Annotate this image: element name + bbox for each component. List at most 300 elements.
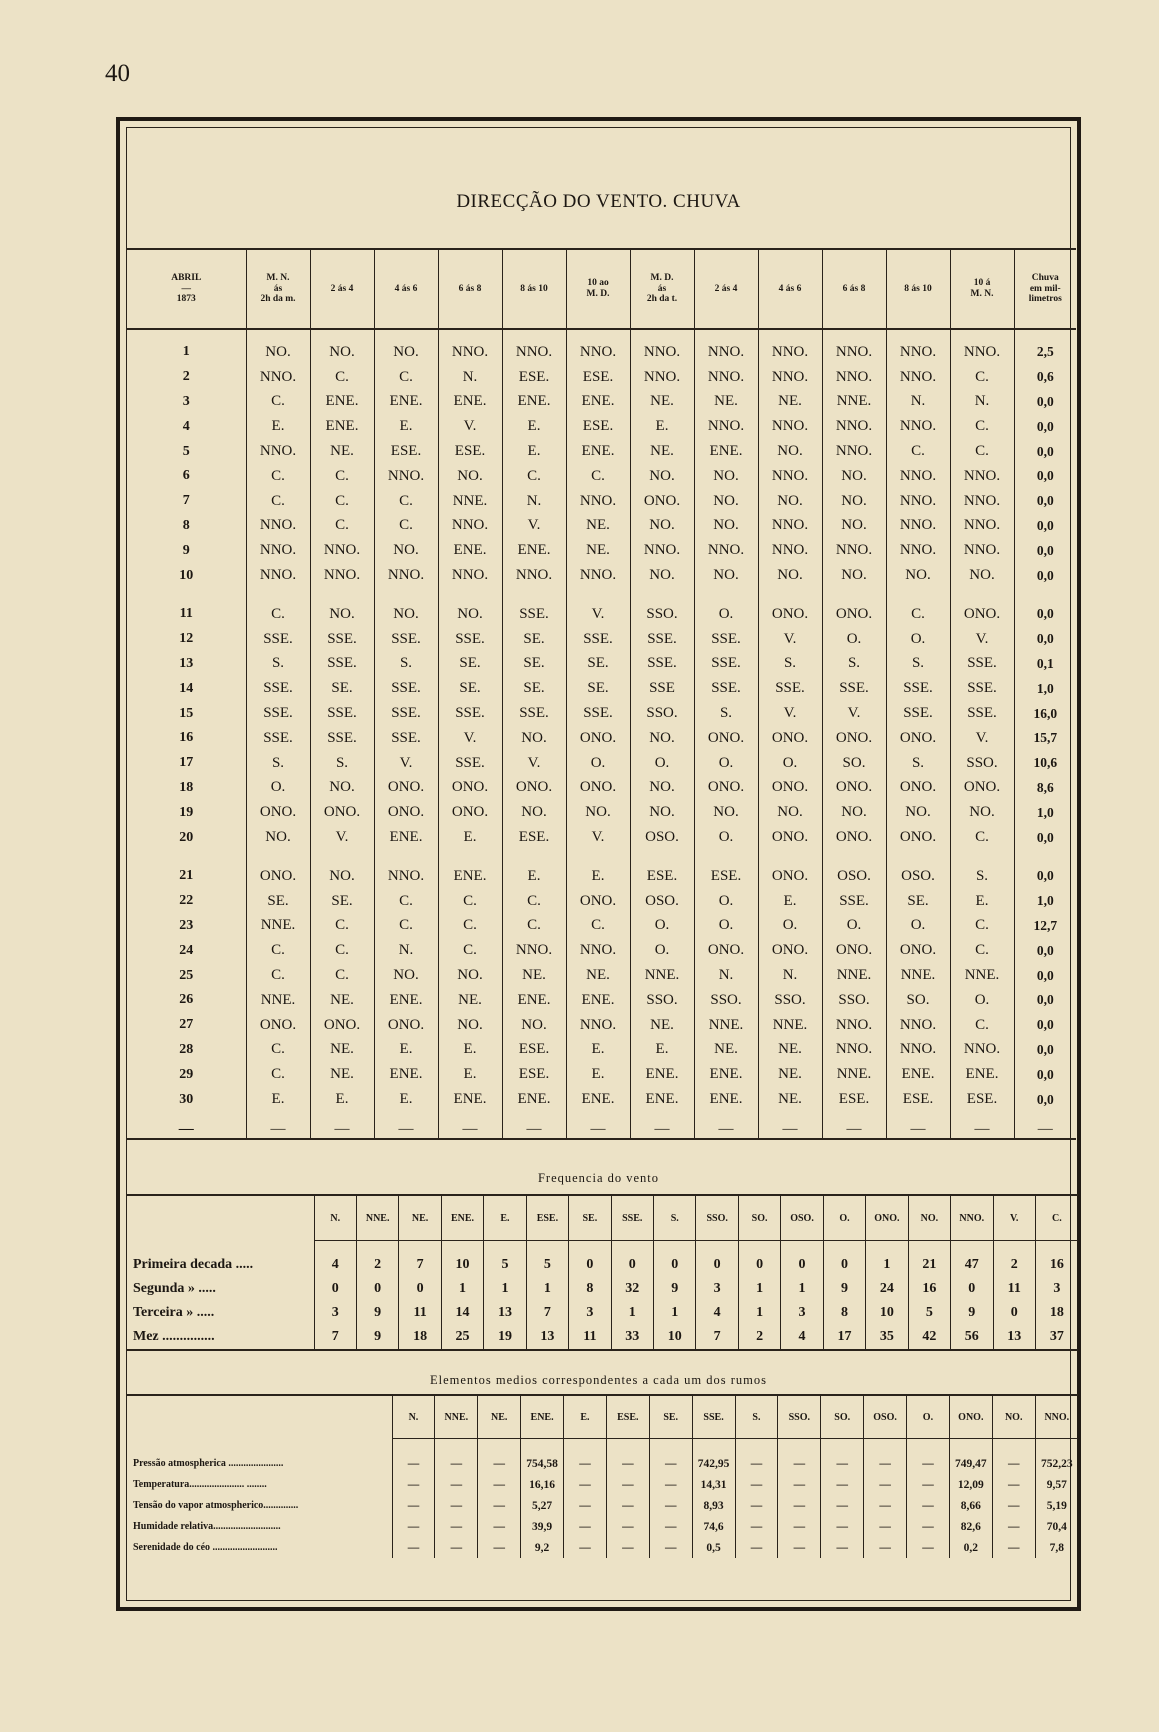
value-cell: 25: [441, 1325, 483, 1350]
wind-cell: SSO.: [630, 701, 694, 726]
wind-cell: E.: [630, 1038, 694, 1063]
wind-cell: SSE.: [438, 627, 502, 652]
column-header: ABRIL — 1873: [127, 249, 246, 329]
wind-cell: NNO.: [822, 365, 886, 390]
value-cell: 10: [441, 1241, 483, 1278]
wind-cell: NNO.: [758, 329, 822, 365]
wind-cell: ENE.: [566, 1087, 630, 1112]
day-cell: 9: [182, 542, 190, 558]
table-row: [127, 627, 1076, 652]
wind-cell: NNO.: [822, 439, 886, 464]
value-cell: 8,66: [949, 1495, 992, 1516]
wind-cell: O.: [822, 627, 886, 652]
wind-cell: SE.: [310, 676, 374, 701]
wind-cell: ONO.: [758, 938, 822, 963]
wind-cell: OSO.: [630, 889, 694, 914]
wind-cell: SSE.: [822, 889, 886, 914]
value-cell: 47: [951, 1241, 993, 1278]
value-cell: —: [992, 1537, 1035, 1558]
column-header: SSE.: [611, 1195, 653, 1241]
value-cell: 0: [823, 1241, 865, 1278]
wind-cell: NNO.: [438, 514, 502, 539]
wind-cell: C.: [502, 464, 566, 489]
wind-cell: NNE.: [694, 1013, 758, 1038]
table-row: [127, 414, 1076, 439]
value-cell: —: [478, 1474, 521, 1495]
wind-cell: NO.: [630, 464, 694, 489]
wind-cell: SSE.: [246, 701, 310, 726]
value-cell: —: [564, 1516, 607, 1537]
wind-cell: SSE.: [310, 701, 374, 726]
wind-cell: SSE.: [374, 701, 438, 726]
value-cell: 9: [356, 1301, 398, 1325]
value-cell: 5,27: [521, 1495, 564, 1516]
wind-cell: ONO.: [822, 726, 886, 751]
value-cell: 56: [951, 1325, 993, 1350]
wind-cell: C.: [502, 889, 566, 914]
wind-cell: SE.: [246, 889, 310, 914]
wind-cell: SSE: [630, 676, 694, 701]
table-frame: [116, 117, 1081, 1611]
wind-cell: ESE.: [886, 1087, 950, 1112]
wind-cell: O.: [694, 889, 758, 914]
wind-cell: NNE.: [246, 988, 310, 1013]
column-header: N.: [392, 1395, 435, 1439]
wind-cell: V.: [950, 627, 1014, 652]
table-row: [127, 329, 1076, 365]
wind-cell: NO.: [630, 563, 694, 588]
wind-cell: SSE.: [886, 676, 950, 701]
wind-cell: SSE.: [694, 652, 758, 677]
wind-cell: C.: [310, 938, 374, 963]
rain-cell: 1,0: [1014, 889, 1076, 914]
wind-cell: NO.: [694, 514, 758, 539]
wind-cell: ENE.: [566, 439, 630, 464]
wind-cell: SSE.: [310, 652, 374, 677]
value-cell: 70,4: [1035, 1516, 1078, 1537]
value-cell: 5: [484, 1241, 526, 1278]
wind-cell: NE.: [502, 963, 566, 988]
wind-cell: NNO.: [950, 1038, 1014, 1063]
wind-cell: C.: [310, 464, 374, 489]
value-cell: —: [649, 1439, 692, 1475]
value-cell: 10: [654, 1325, 696, 1350]
table-row: [127, 1301, 1078, 1325]
dash-cell: —: [886, 1112, 950, 1139]
wind-cell: NNO.: [886, 1013, 950, 1038]
wind-cell: C.: [374, 914, 438, 939]
value-cell: —: [478, 1439, 521, 1475]
value-cell: 18: [399, 1325, 441, 1350]
wind-cell: NO.: [438, 464, 502, 489]
wind-cell: C.: [950, 1013, 1014, 1038]
wind-cell: C.: [950, 365, 1014, 390]
wind-cell: S.: [758, 652, 822, 677]
value-cell: 4: [696, 1301, 738, 1325]
value-cell: 1: [738, 1277, 780, 1301]
wind-cell: ENE.: [374, 390, 438, 415]
wind-cell: ENE.: [694, 1062, 758, 1087]
wind-cell: O.: [886, 627, 950, 652]
wind-cell: NO.: [822, 514, 886, 539]
wind-cell: NNO.: [246, 538, 310, 563]
wind-cell: SE.: [502, 676, 566, 701]
table-row: [127, 850, 1076, 889]
wind-cell: ENE.: [438, 850, 502, 889]
wind-cell: C.: [310, 914, 374, 939]
value-cell: 10: [866, 1301, 908, 1325]
value-cell: 9: [823, 1277, 865, 1301]
wind-cell: SSE.: [694, 627, 758, 652]
row-label: Humidade relativa...........................: [133, 1521, 281, 1532]
column-header: 2 ás 4: [694, 249, 758, 329]
wind-cell: S.: [246, 652, 310, 677]
wind-cell: C.: [886, 439, 950, 464]
wind-cell: C.: [246, 390, 310, 415]
wind-cell: SE.: [566, 676, 630, 701]
wind-cell: C.: [246, 1038, 310, 1063]
wind-cell: NNO.: [438, 329, 502, 365]
wind-cell: ENE.: [694, 1087, 758, 1112]
wind-cell: NNO.: [886, 514, 950, 539]
wind-cell: NE.: [566, 538, 630, 563]
wind-cell: ESE.: [438, 439, 502, 464]
page-number: 40: [105, 60, 130, 87]
column-header: 10 ao M. D.: [566, 249, 630, 329]
wind-cell: NNO.: [950, 464, 1014, 489]
wind-cell: O.: [886, 914, 950, 939]
wind-cell: ENE.: [502, 988, 566, 1013]
wind-cell: NO.: [694, 464, 758, 489]
value-cell: —: [907, 1537, 950, 1558]
wind-cell: NNO.: [310, 538, 374, 563]
wind-cell: NE.: [758, 1087, 822, 1112]
wind-cell: C.: [246, 1062, 310, 1087]
wind-cell: V.: [822, 701, 886, 726]
wind-cell: V.: [758, 627, 822, 652]
wind-cell: NNO.: [758, 414, 822, 439]
wind-cell: ENE.: [310, 390, 374, 415]
wind-cell: C.: [502, 914, 566, 939]
rain-cell: 0,0: [1014, 489, 1076, 514]
value-cell: —: [478, 1537, 521, 1558]
day-cell: 13: [179, 655, 194, 671]
wind-cell: NO.: [310, 850, 374, 889]
column-header: SE.: [569, 1195, 611, 1241]
column-header: O.: [907, 1395, 950, 1439]
value-cell: —: [992, 1516, 1035, 1537]
value-cell: —: [821, 1439, 864, 1475]
label-header: [127, 1195, 314, 1241]
value-cell: 1: [526, 1277, 568, 1301]
wind-cell: NNE.: [950, 963, 1014, 988]
value-cell: —: [778, 1516, 821, 1537]
value-cell: —: [992, 1495, 1035, 1516]
column-header: SO.: [821, 1395, 864, 1439]
column-header: ONO.: [949, 1395, 992, 1439]
wind-cell: ONO.: [374, 776, 438, 801]
wind-cell: ENE.: [374, 988, 438, 1013]
value-cell: —: [435, 1495, 478, 1516]
wind-cell: E.: [502, 850, 566, 889]
value-cell: 0: [993, 1301, 1035, 1325]
value-cell: —: [435, 1439, 478, 1475]
wind-cell: ENE.: [694, 439, 758, 464]
wind-cell: SSO.: [950, 751, 1014, 776]
wind-cell: NNE.: [886, 963, 950, 988]
column-header: NNO.: [951, 1195, 993, 1241]
wind-cell: ESE.: [950, 1087, 1014, 1112]
wind-cell: NE.: [630, 390, 694, 415]
wind-cell: NNO.: [822, 1013, 886, 1038]
wind-cell: C.: [246, 464, 310, 489]
wind-cell: ONO.: [822, 938, 886, 963]
value-cell: —: [778, 1537, 821, 1558]
rain-cell: 0,0: [1014, 938, 1076, 963]
wind-cell: ESE.: [502, 825, 566, 850]
value-cell: —: [478, 1495, 521, 1516]
wind-cell: O.: [758, 751, 822, 776]
value-cell: 3: [569, 1301, 611, 1325]
table-row: [127, 889, 1076, 914]
wind-cell: NNO.: [566, 938, 630, 963]
dash-cell: —: [566, 1112, 630, 1139]
table-row: [127, 489, 1076, 514]
value-cell: 3: [781, 1301, 823, 1325]
wind-cell: N.: [886, 390, 950, 415]
wind-cell: NNO.: [374, 464, 438, 489]
value-cell: 8: [569, 1277, 611, 1301]
day-cell: 19: [179, 804, 194, 820]
wind-cell: E.: [374, 1087, 438, 1112]
wind-cell: ONO.: [886, 726, 950, 751]
wind-cell: NO.: [374, 329, 438, 365]
wind-cell: ONO.: [310, 1013, 374, 1038]
wind-cell: N.: [438, 365, 502, 390]
wind-cell: NO.: [374, 963, 438, 988]
column-header: N.: [314, 1195, 356, 1241]
value-cell: 74,6: [692, 1516, 735, 1537]
rain-cell: 0,0: [1014, 850, 1076, 889]
value-cell: 0: [569, 1241, 611, 1278]
value-cell: —: [564, 1439, 607, 1475]
dash-cell: —: [438, 1112, 502, 1139]
wind-cell: ONO.: [438, 800, 502, 825]
wind-cell: ONO.: [502, 776, 566, 801]
value-cell: 752,23: [1035, 1439, 1078, 1475]
wind-cell: ONO.: [374, 1013, 438, 1038]
wind-cell: NE.: [566, 963, 630, 988]
value-cell: 42: [908, 1325, 950, 1350]
wind-cell: SSE.: [246, 726, 310, 751]
value-cell: 9: [356, 1325, 398, 1350]
column-header: ESE.: [606, 1395, 649, 1439]
value-cell: 1: [866, 1241, 908, 1278]
wind-cell: O.: [246, 776, 310, 801]
wind-cell: SSE.: [310, 726, 374, 751]
wind-cell: SSE.: [758, 676, 822, 701]
wind-cell: S.: [374, 652, 438, 677]
day-cell: 1: [182, 344, 190, 360]
table-row: [127, 652, 1076, 677]
wind-cell: NO.: [374, 538, 438, 563]
value-cell: 0: [654, 1241, 696, 1278]
wind-cell: NNO.: [950, 538, 1014, 563]
label-header: [127, 1395, 392, 1439]
wind-cell: ESE.: [502, 1062, 566, 1087]
dash-cell: —: [127, 1112, 246, 1139]
value-cell: —: [821, 1495, 864, 1516]
row-label: Pressão atmospherica ......................: [133, 1457, 284, 1469]
value-cell: 7: [696, 1325, 738, 1350]
rain-cell: 0,0: [1014, 627, 1076, 652]
value-cell: 3: [1035, 1277, 1077, 1301]
wind-cell: SE.: [310, 889, 374, 914]
rain-cell: 0,0: [1014, 988, 1076, 1013]
rain-cell: 0,0: [1014, 588, 1076, 627]
wind-cell: NNO.: [246, 563, 310, 588]
wind-cell: NNO.: [566, 489, 630, 514]
wind-cell: SSO.: [630, 588, 694, 627]
wind-cell: NNO.: [886, 489, 950, 514]
wind-cell: NNE.: [630, 963, 694, 988]
wind-cell: NNE.: [822, 1062, 886, 1087]
column-header: NO.: [992, 1395, 1035, 1439]
rain-cell: 8,6: [1014, 776, 1076, 801]
rain-cell: 0,0: [1014, 538, 1076, 563]
wind-cell: NNO.: [822, 1038, 886, 1063]
wind-cell: SSE.: [246, 676, 310, 701]
value-cell: —: [907, 1516, 950, 1537]
value-cell: —: [649, 1495, 692, 1516]
wind-cell: ONO.: [950, 588, 1014, 627]
wind-cell: O.: [822, 914, 886, 939]
wind-cell: E.: [566, 1062, 630, 1087]
column-header: OSO.: [864, 1395, 907, 1439]
wind-cell: C.: [246, 963, 310, 988]
wind-cell: ONO.: [246, 1013, 310, 1038]
rain-cell: 0,0: [1014, 563, 1076, 588]
value-cell: —: [606, 1495, 649, 1516]
wind-cell: NO.: [758, 563, 822, 588]
row-label: Serenidade do céo ..........................: [133, 1542, 278, 1553]
wind-cell: ENE.: [630, 1087, 694, 1112]
value-cell: 1: [738, 1301, 780, 1325]
table-row: [127, 464, 1076, 489]
wind-cell: NNO.: [374, 850, 438, 889]
column-header: M. N. ás 2h da m.: [246, 249, 310, 329]
wind-cell: V.: [438, 414, 502, 439]
wind-cell: ONO.: [758, 726, 822, 751]
table-row: [127, 776, 1076, 801]
wind-cell: SSE.: [886, 701, 950, 726]
table-row: [127, 988, 1076, 1013]
value-cell: 0: [314, 1277, 356, 1301]
wind-cell: C.: [310, 963, 374, 988]
value-cell: —: [392, 1495, 435, 1516]
wind-cell: E.: [374, 414, 438, 439]
wind-cell: C.: [374, 889, 438, 914]
dash-cell: —: [758, 1112, 822, 1139]
wind-cell: ONO.: [246, 850, 310, 889]
value-cell: 11: [569, 1325, 611, 1350]
wind-cell: O.: [630, 914, 694, 939]
dash-cell: —: [310, 1112, 374, 1139]
wind-cell: SSE.: [566, 627, 630, 652]
wind-cell: SSE.: [374, 726, 438, 751]
wind-cell: NO.: [950, 563, 1014, 588]
wind-direction-table: [127, 248, 1076, 1140]
wind-cell: SSO.: [822, 988, 886, 1013]
value-cell: 1: [484, 1277, 526, 1301]
wind-cell: ONO.: [438, 776, 502, 801]
wind-cell: NO.: [822, 800, 886, 825]
wind-cell: NO.: [310, 329, 374, 365]
wind-cell: E.: [374, 1038, 438, 1063]
wind-cell: ENE.: [950, 1062, 1014, 1087]
wind-cell: O.: [566, 751, 630, 776]
dash-cell: —: [374, 1112, 438, 1139]
value-cell: 4: [314, 1241, 356, 1278]
value-cell: 0: [696, 1241, 738, 1278]
wind-cell: NNE.: [822, 963, 886, 988]
table-row: [127, 726, 1076, 751]
value-cell: 4: [781, 1325, 823, 1350]
wind-cell: ENE.: [374, 825, 438, 850]
column-header: E.: [564, 1395, 607, 1439]
wind-cell: O.: [630, 938, 694, 963]
wind-cell: NNO.: [694, 538, 758, 563]
wind-cell: ENE.: [438, 1087, 502, 1112]
value-cell: —: [735, 1495, 778, 1516]
column-header: NE.: [399, 1195, 441, 1241]
value-cell: 13: [484, 1301, 526, 1325]
value-cell: 5: [908, 1301, 950, 1325]
wind-cell: C.: [886, 588, 950, 627]
value-cell: 8: [823, 1301, 865, 1325]
wind-cell: E.: [502, 414, 566, 439]
rain-cell: 0,0: [1014, 825, 1076, 850]
wind-cell: NNO.: [502, 938, 566, 963]
wind-cell: C.: [950, 938, 1014, 963]
row-label: Tensão do vapor atmospherico..............: [133, 1500, 299, 1511]
wind-cell: NE.: [694, 390, 758, 415]
value-cell: —: [564, 1495, 607, 1516]
wind-cell: C.: [374, 514, 438, 539]
value-cell: 11: [399, 1301, 441, 1325]
wind-cell: SSE.: [950, 701, 1014, 726]
value-cell: 2: [993, 1241, 1035, 1278]
wind-cell: NNO.: [310, 563, 374, 588]
value-cell: —: [564, 1537, 607, 1558]
wind-cell: NNE.: [246, 914, 310, 939]
rain-cell: 0,0: [1014, 390, 1076, 415]
value-cell: 1: [781, 1277, 823, 1301]
table-row: [127, 563, 1076, 588]
value-cell: 5,19: [1035, 1495, 1078, 1516]
dash-cell: —: [694, 1112, 758, 1139]
rain-cell: 1,0: [1014, 676, 1076, 701]
wind-cell: NO.: [694, 800, 758, 825]
value-cell: —: [392, 1537, 435, 1558]
row-label: Primeira decada .....: [133, 1256, 254, 1272]
value-cell: 2: [738, 1325, 780, 1350]
wind-cell: O.: [758, 914, 822, 939]
day-cell: 14: [179, 680, 194, 696]
day-cell: 2: [182, 369, 190, 385]
wind-cell: SE.: [502, 627, 566, 652]
wind-cell: NNO.: [822, 538, 886, 563]
